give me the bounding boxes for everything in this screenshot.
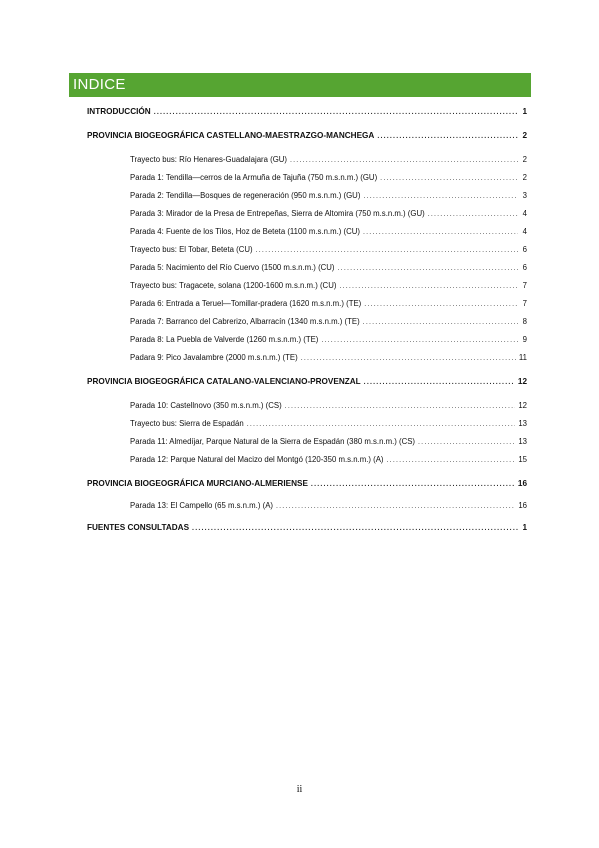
toc-entry-label: Padara 9: Pico Javalambre (2000 m.s.n.m.) (TE) [130, 353, 298, 362]
toc-entry-page: 1 [522, 523, 527, 532]
toc-entry-label: FUENTES CONSULTADAS [87, 523, 190, 532]
toc-entry-label: Parada 2: Tendilla—Bosques de regeneración (950 m.s.n.m.) (GU) [130, 191, 361, 200]
toc-subentry[interactable] [87, 263, 527, 273]
toc-subentry[interactable] [87, 245, 527, 255]
toc-entry-page: 1 [522, 107, 527, 116]
toc-entry-label: Parada 12: Parque Natural del Macizo del Montgó (120-350 m.s.n.m.) (A) [130, 455, 384, 464]
toc-entry-page: 7 [522, 281, 527, 290]
dot-leader [364, 378, 515, 388]
toc-subentry[interactable] [87, 335, 527, 345]
toc-entry-label: Parada 13: El Campello (65 m.s.n.m.) (A) [130, 501, 273, 510]
toc-subentry[interactable] [87, 353, 527, 363]
toc-section-entry[interactable] [87, 131, 527, 141]
toc-entry-page: 2 [522, 131, 527, 140]
dot-leader [363, 228, 518, 238]
toc-entry-page: 9 [522, 335, 527, 344]
toc-subentry[interactable] [87, 437, 527, 447]
toc-entry-label: Parada 5: Nacimiento del Río Cuervo (1500 m.s.n.m.) (CU) [130, 263, 335, 272]
page-number: ii [296, 784, 303, 795]
toc-entry-page: 4 [522, 227, 527, 236]
toc-subentry[interactable] [87, 455, 527, 465]
toc-section-entry[interactable] [87, 377, 527, 387]
dot-leader [428, 210, 518, 220]
toc-entry-page: 13 [518, 419, 527, 428]
toc-entry-page: 3 [522, 191, 527, 200]
dot-leader [192, 524, 518, 534]
dot-leader [247, 420, 516, 430]
dot-leader [285, 402, 516, 412]
toc-subentry[interactable] [87, 401, 527, 411]
toc-entry-page: 12 [518, 401, 527, 410]
dot-leader [290, 156, 518, 166]
dot-leader [380, 174, 518, 184]
toc-entry-label: Trayecto bus: Sierra de Espadán [130, 419, 244, 428]
dot-leader [363, 192, 518, 202]
toc-entry-label: Parada 4: Fuente de los Tilos, Hoz de Beteta (1100 m.s.n.m.) (CU) [130, 227, 360, 236]
toc-subentry[interactable] [87, 299, 527, 309]
toc-entry-label: Trayecto bus: Tragacete, solana (1200-1600 m.s.n.m.) (CU) [130, 281, 337, 290]
dot-leader [301, 354, 516, 364]
toc-entry-page: 11 [518, 353, 527, 362]
toc-subentry[interactable] [87, 317, 527, 327]
toc-entry-page: 6 [522, 263, 527, 272]
dot-leader [339, 282, 518, 292]
dot-leader [387, 456, 516, 466]
toc-entry-label: Parada 3: Mirador de la Presa de Entrepeñas, Sierra de Altomira (750 m.s.n.m.) (GU) [130, 209, 425, 218]
index-heading [69, 73, 531, 97]
dot-leader [311, 480, 515, 490]
toc-entry-page: 12 [517, 377, 527, 386]
toc-subentry[interactable] [87, 501, 527, 511]
dot-leader [418, 438, 515, 448]
toc-entry-label: Parada 10: Castellnovo (350 m.s.n.m.) (CS) [130, 401, 282, 410]
toc-entry-page: 16 [517, 479, 527, 488]
toc-entry-label: Parada 1: Tendilla—cerros de la Armuña de Tajuña (750 m.s.n.m.) (GU) [130, 173, 378, 182]
toc-subentry[interactable] [87, 209, 527, 219]
toc-entry-page: 2 [522, 155, 527, 164]
toc-section-entry[interactable] [87, 479, 527, 489]
dot-leader [364, 300, 518, 310]
dot-leader [338, 264, 518, 274]
toc-entry-label: Parada 11: Almedíjar, Parque Natural de la Sierra de Espadán (380 m.s.n.m.) (CS) [130, 437, 416, 446]
toc-entry-label: Parada 6: Entrada a Teruel—Tomillar-pradera (1620 m.s.n.m.) (TE) [130, 299, 362, 308]
toc-entry-page: 13 [518, 437, 527, 446]
toc-entry-page: 6 [522, 245, 527, 254]
toc-section-entry[interactable] [87, 523, 527, 533]
toc-entry-page: 2 [522, 173, 527, 182]
toc-entry-label: INTRODUCCIÓN [87, 107, 151, 116]
toc-entry-label: Parada 8: La Puebla de Valverde (1260 m.s.n.m.) (TE) [130, 335, 319, 344]
toc-subentry[interactable] [87, 155, 527, 165]
toc-entry-page: 4 [522, 209, 527, 218]
dot-leader [256, 246, 518, 256]
toc-subentry[interactable] [87, 419, 527, 429]
toc-entry-label: PROVINCIA BIOGEOGRÁFICA CATALANO-VALENCIANO-PROVENZAL [87, 377, 361, 386]
toc-subentry[interactable] [87, 191, 527, 201]
toc-entry-page: 16 [518, 501, 527, 510]
toc-entry-label: PROVINCIA BIOGEOGRÁFICA MURCIANO-ALMERIENSE [87, 479, 308, 488]
toc-subentry[interactable] [87, 281, 527, 291]
dot-leader [377, 132, 518, 142]
index-heading-text: INDICE [73, 76, 126, 93]
toc-entry-label: PROVINCIA BIOGEOGRÁFICA CASTELLANO-MAESTRAZGO-MANCHEGA [87, 131, 375, 140]
toc-entry-label: Parada 7: Barranco del Cabrerizo, Albarracín (1340 m.s.n.m.) (TE) [130, 317, 360, 326]
toc-entry-label: Trayecto bus: Río Henares-Guadalajara (GU) [130, 155, 288, 164]
toc-entry-page: 15 [518, 455, 527, 464]
dot-leader [154, 108, 518, 118]
toc-subentry[interactable] [87, 227, 527, 237]
dot-leader [321, 336, 518, 346]
dot-leader [276, 502, 515, 512]
toc-entry-label: Trayecto bus: El Tobar, Beteta (CU) [130, 245, 253, 254]
toc-section-entry[interactable] [87, 107, 527, 117]
toc-entry-page: 8 [522, 317, 527, 326]
toc-entry-page: 7 [522, 299, 527, 308]
toc-subentry[interactable] [87, 173, 527, 183]
dot-leader [363, 318, 518, 328]
